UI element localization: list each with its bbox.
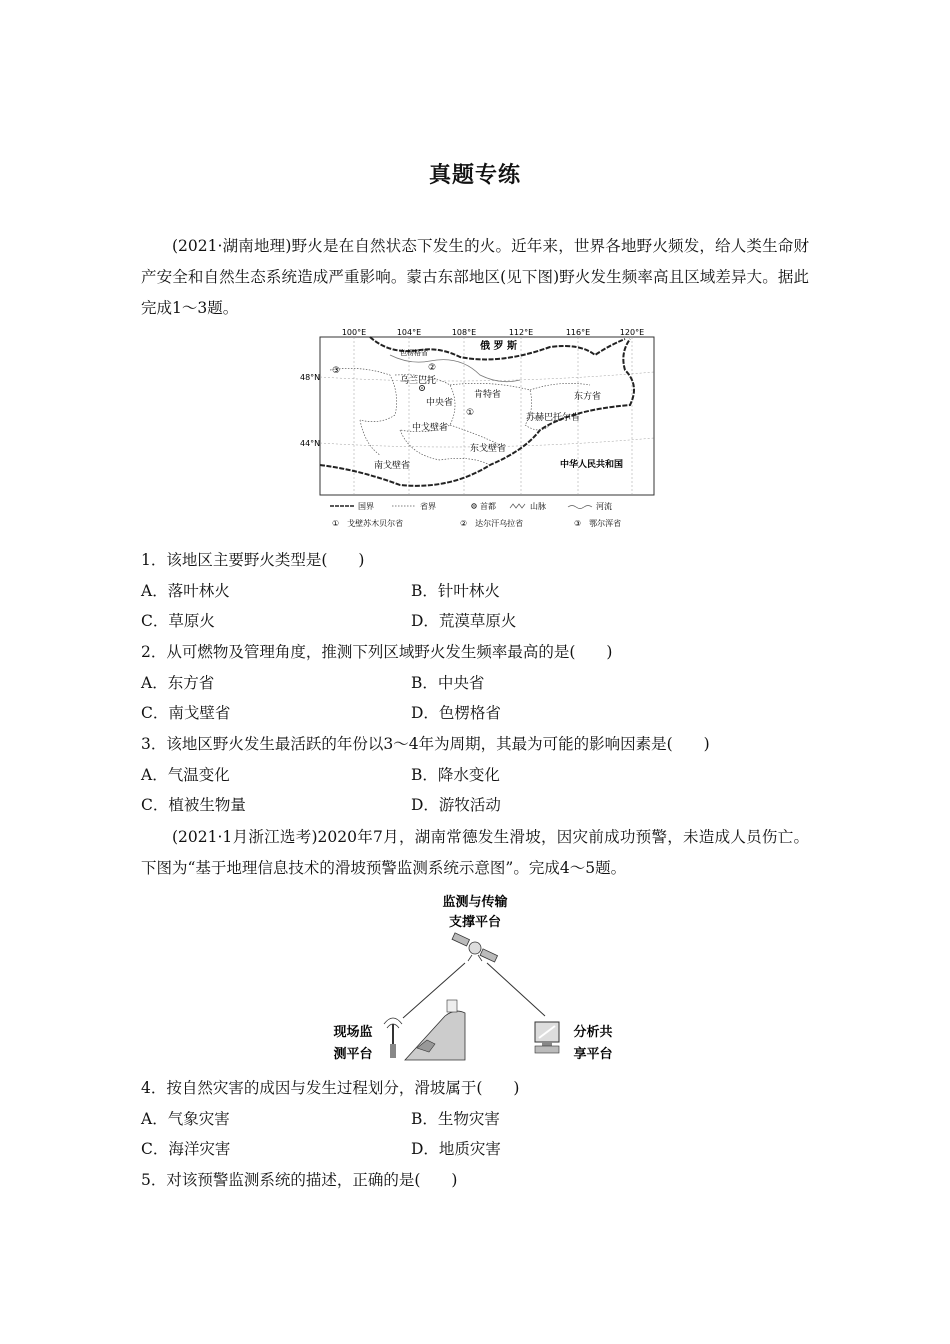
legend-river: 河流 [596,502,612,511]
q3-option-b: B．降水变化 [411,766,500,784]
legend-border: 国界 [358,502,374,511]
q2-option-b: B．中央省 [411,674,485,692]
label-dornod: 东方省 [574,392,602,402]
q2-option-d: D．色楞格省 [411,704,501,722]
q2-option-c: C．南戈壁省 [141,704,231,722]
q1-option-b: B．针叶林火 [411,582,500,600]
legend-note-2: ② 达尔汗乌拉省 [460,519,524,528]
intro-passage-1: (2021·湖南地理)野火是在自然状态下发生的火。近年来，世界各地野火频发，给人类生命财产安全和自然生态系统造成严重影响。蒙古东部地区(见下图)野火发生频率高且区域差异大。据此完成1～3题。 [141,237,809,317]
label-dornogovi: 东戈壁省 [470,444,507,454]
mongolia-map [300,325,662,530]
label-russia: 俄 罗 斯 [480,341,517,352]
diagram-right-line2: 享平台 [573,1047,613,1062]
question-5: 5．对该预警监测系统的描述，正确的是( ) [141,1171,458,1189]
q1-option-a: A．落叶林火 [141,582,230,600]
diagram-left-line1: 现场监 [333,1025,373,1040]
lon-label: 104°E [396,328,422,337]
q3-option-d: D．游牧活动 [411,796,501,814]
lon-label: 100°E [341,328,367,337]
question-4: 4．按自然灾害的成因与发生过程划分，滑坡属于( ) [141,1079,520,1097]
diagram-top-line1: 监测与传输 [442,895,508,910]
question-2: 2．从可燃物及管理角度，推测下列区域野火发生频率最高的是( ) [141,643,613,661]
q4-option-c: C．海洋灾害 [141,1140,231,1158]
q4-option-a: A．气象灾害 [141,1110,230,1128]
label-dundgovi: 中戈壁省 [412,423,449,433]
label-ulaanbaatar: 乌兰巴托 [400,376,437,386]
computer-icon [535,1022,559,1053]
q4-option-b: B．生物灾害 [411,1110,500,1128]
diagram-left-line2: 测平台 [333,1047,373,1062]
lon-label: 116°E [565,328,591,337]
lon-label: 108°E [451,328,477,337]
monitoring-tower-icon [384,1018,402,1058]
label-khentii: 肯特省 [474,390,502,400]
label-n3: ③ [332,366,341,376]
lat-label: 44°N [300,439,321,448]
label-sukhbaatar: 苏赫巴托尔省 [526,413,581,423]
label-n1: ① [466,408,475,418]
label-selenge: 色楞格省 [400,349,428,357]
diagram-right-line1: 分析共 [573,1025,613,1040]
label-tov: 中央省 [426,398,454,408]
q3-option-a: A．气温变化 [141,766,230,784]
question-1: 1．该地区主要野火类型是( ) [141,551,365,569]
lon-label: 112°E [508,328,534,337]
legend-note-1: ① 戈壁苏木贝尔省 [332,519,404,528]
q4-option-d: D．地质灾害 [411,1140,501,1158]
satellite-icon [452,933,497,962]
question-3: 3．该地区野火发生最活跃的年份以3～4年为周期，其最为可能的影响因素是( ) [141,735,710,753]
page-title: 真题专练 [428,163,521,188]
legend-province: 省界 [420,502,436,511]
landslide-slope-icon [405,1000,465,1060]
label-omnogovi: 南戈壁省 [374,461,411,471]
intro-passage-2: (2021·1月浙江选考)2020年7月，湖南常德发生滑坡，因灾前成功预警，未造成人员伤亡。下图为“基于地理信息技术的滑坡预警监测系统示意图”。完成4～5题。 [141,828,809,877]
legend-capital: 首都 [480,502,496,511]
legend-mountain: 山脉 [530,502,546,511]
lon-label: 120°E [619,328,645,337]
q2-option-a: A．东方省 [141,674,215,692]
q3-option-c: C．植被生物量 [141,796,246,814]
legend-note-3: ③ 鄂尔浑省 [574,519,622,528]
landslide-warning-diagram [325,888,625,1068]
label-china: 中华人民共和国 [560,460,624,470]
label-n2: ② [428,363,437,373]
q1-option-c: C．草原火 [141,612,215,630]
diagram-top-line2: 支撑平台 [448,915,502,930]
q1-option-d: D．荒漠草原火 [411,612,517,630]
lat-label: 48°N [300,373,321,382]
